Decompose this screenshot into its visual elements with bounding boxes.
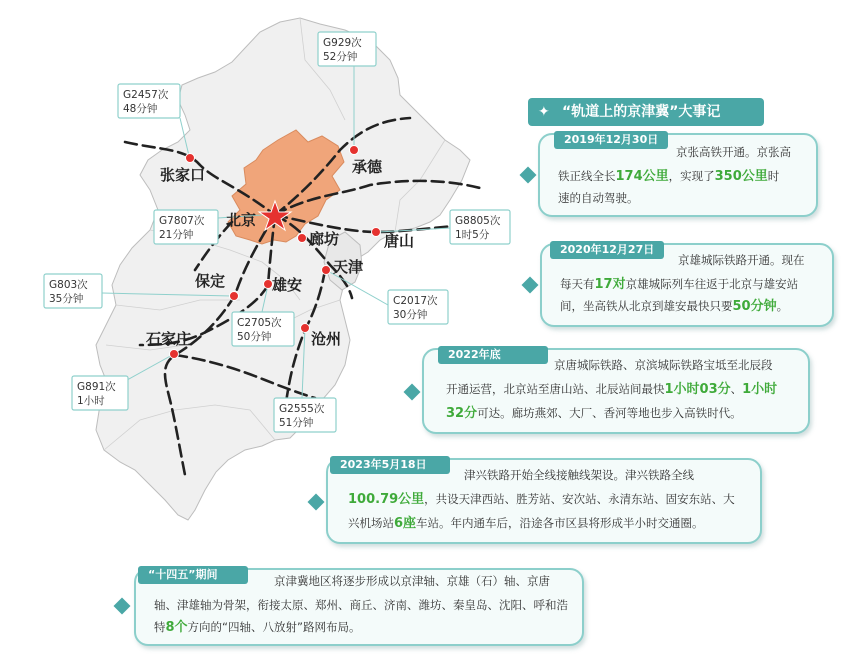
event-date: 2023年5月18日 xyxy=(330,456,450,474)
train-box-g803 xyxy=(44,274,102,308)
train-code: G2457次 xyxy=(123,89,169,101)
train-box-g891 xyxy=(72,376,128,410)
train-box-g929 xyxy=(318,32,376,66)
event-text-line3: 特8个方向的“四轴、八放射”路网布局。 xyxy=(154,620,361,635)
city-label-tianjin: 天津 xyxy=(333,258,364,276)
city-label-zhangjiakou: 张家口 xyxy=(160,166,206,184)
event-card-2023 xyxy=(326,458,762,544)
event-text-line1: 京张高铁开通。京张高 xyxy=(676,145,791,159)
timeline-title xyxy=(528,98,764,126)
station-shijiazhuang xyxy=(170,350,179,359)
train-time: 48分钟 xyxy=(123,103,158,115)
train-box-g8805 xyxy=(450,210,510,244)
event-card-2022 xyxy=(422,348,810,434)
timeline-title-text: “轨道上的京津冀”大事记 xyxy=(562,104,721,120)
train-code: G8805次 xyxy=(455,215,501,227)
station-zhangjiakou xyxy=(186,154,195,163)
event-text-line2: 每天有17对京雄城际列车往返于北京与雄安站 xyxy=(560,277,799,292)
station-tangshan xyxy=(372,228,381,237)
train-code: G2555次 xyxy=(279,403,325,415)
event-card-2019 xyxy=(538,133,818,217)
station-langfang xyxy=(298,234,307,243)
train-code: G929次 xyxy=(323,37,362,49)
city-label-cangzhou: 沧州 xyxy=(311,330,342,348)
station-baoding xyxy=(230,292,239,301)
sparkle-icon: ✦ xyxy=(538,104,550,120)
train-code: C2705次 xyxy=(237,317,282,329)
event-text-line3: 间，坐高铁从北京到雄安最快只要50分钟。 xyxy=(560,299,789,314)
city-label-beijing: 北京 xyxy=(226,211,257,229)
event-text-line2: 100.79公里，共设天津西站、胜芳站、安次站、永清东站、固安东站、大 xyxy=(348,492,735,507)
event-text-line3: 32分可达。廊坊燕郊、大厂、香河等地也步入高铁时代。 xyxy=(446,406,742,421)
train-time: 50分钟 xyxy=(237,331,272,343)
train-time: 30分钟 xyxy=(393,309,428,321)
event-text-line1: 津兴铁路开始全线接触线架设。津兴铁路全线 xyxy=(464,468,694,482)
city-label-langfang: 廊坊 xyxy=(309,230,340,248)
event-text-line1: 京唐城际铁路、京滨城际铁路宝坻至北辰段 xyxy=(554,358,773,372)
train-box-c2017 xyxy=(388,290,448,324)
train-time: 1时5分 xyxy=(455,229,490,241)
event-card-2020 xyxy=(540,243,834,327)
city-label-chengde: 承德 xyxy=(352,158,383,176)
city-label-xiongan: 雄安 xyxy=(272,276,303,294)
train-time: 21分钟 xyxy=(159,229,194,241)
train-code: G7807次 xyxy=(159,215,205,227)
event-date: 2022年底 xyxy=(438,346,548,364)
event-text-line3: 速的自动驾驶。 xyxy=(558,191,639,205)
train-time: 1小时 xyxy=(77,395,105,407)
city-label-tangshan: 唐山 xyxy=(384,232,415,250)
train-box-g2457 xyxy=(118,84,180,118)
train-code: G803次 xyxy=(49,279,88,291)
train-code: G891次 xyxy=(77,381,116,393)
train-box-c2705 xyxy=(232,312,294,346)
event-text-line1: 京雄城际铁路开通。现在 xyxy=(678,253,805,267)
event-text-line2: 轴、津雄轴为骨架，衔接太原、郑州、商丘、济南、潍坊、秦皇岛、沈阳、呼和浩 xyxy=(154,598,568,612)
train-time: 35分钟 xyxy=(49,293,84,305)
train-box-g2555 xyxy=(274,398,336,432)
event-text-line3: 兴机场站6座车站。年内通车后，沿途各市区县将形成半小时交通圈。 xyxy=(348,516,704,531)
station-cangzhou xyxy=(301,324,310,333)
event-text-line1: 京津冀地区将逐步形成以京津轴、京雄（石）轴、京唐 xyxy=(274,574,550,588)
event-text-line2: 开通运营，北京站至唐山站、北辰站间最快1小时03分、1小时 xyxy=(446,382,778,397)
station-tianjin xyxy=(322,266,331,275)
event-card-14th-five-year xyxy=(134,568,584,646)
train-time: 51分钟 xyxy=(279,417,314,429)
event-text-line2: 铁正线全长174公里，实现了350公里时 xyxy=(558,169,780,184)
train-box-g7807 xyxy=(154,210,218,244)
city-label-shijiazhuang: 石家庄 xyxy=(146,330,192,348)
event-date: 2020年12月27日 xyxy=(550,241,664,259)
train-code: C2017次 xyxy=(393,295,438,307)
event-date: “十四五”期间 xyxy=(138,566,248,584)
station-chengde xyxy=(350,146,359,155)
city-label-baoding: 保定 xyxy=(195,272,226,290)
event-date: 2019年12月30日 xyxy=(554,131,668,149)
train-time: 52分钟 xyxy=(323,51,358,63)
